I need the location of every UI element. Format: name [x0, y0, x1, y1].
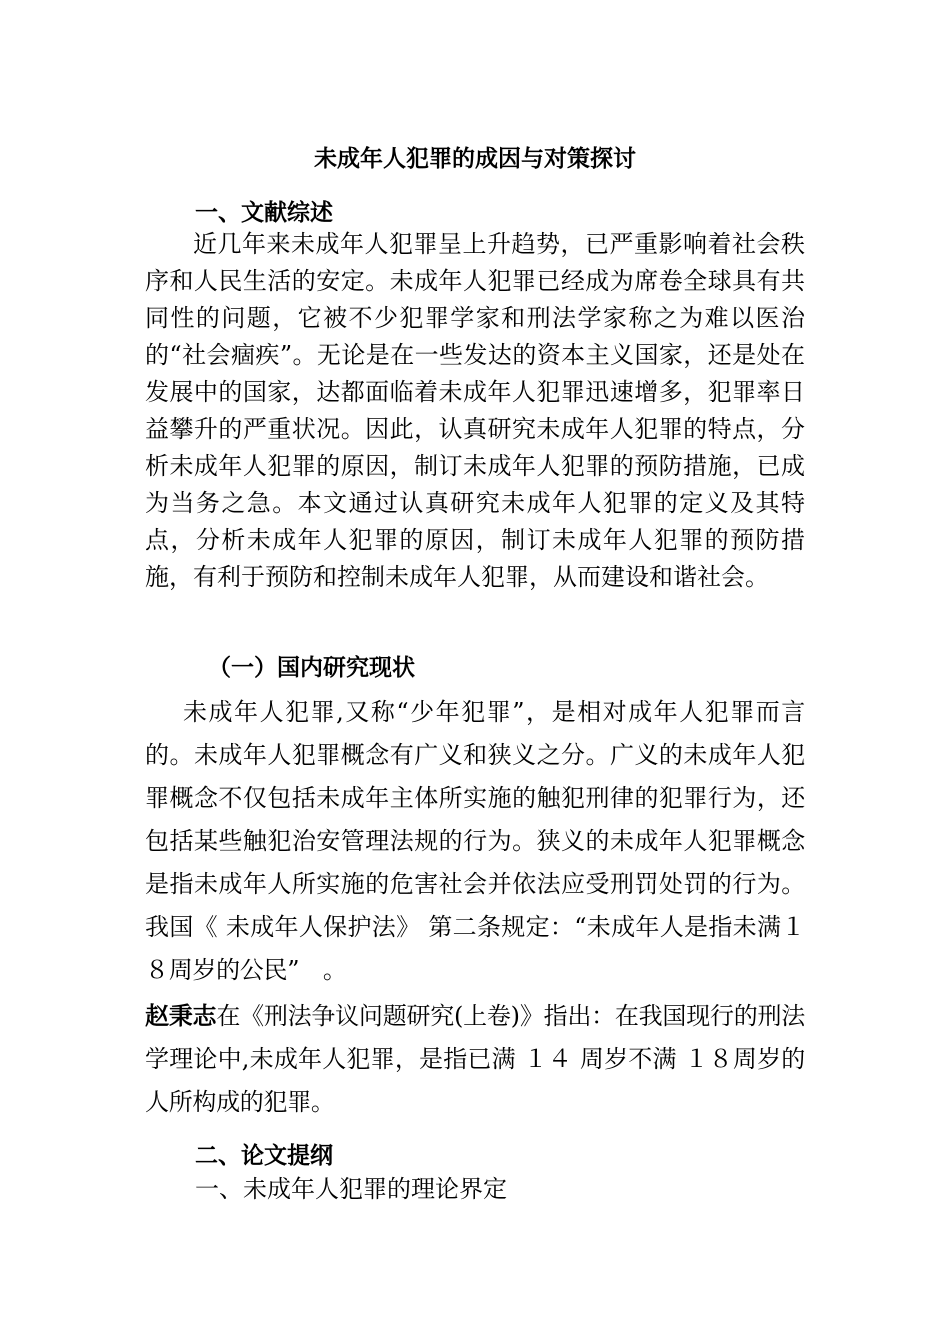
outline-item: 一、未成年人犯罪的理论界定	[195, 1175, 507, 1203]
section-heading-outline: 二、论文提纲	[195, 1143, 333, 1169]
subsection-heading-domestic-research: （一）国内研究现状	[208, 655, 415, 681]
citation-text: 在《刑法争议问题研究(上卷)》指出：在我国现行的刑法学理论中,未成年人犯罪，是指已满 １４ 周岁不满 １８周岁的人所构成的犯罪。	[145, 1002, 805, 1116]
citation-author: 赵秉志	[145, 1002, 217, 1030]
domestic-research-paragraph: 未成年人犯罪,又称“少年犯罪”，是相对成年人犯罪而言的。未成年人犯罪概念有广义和狭义之分。广义的未成年人犯罪概念不仅包括未成年主体所实施的触犯刑律的犯罪行为，还包括某些触犯治安管理法规的行为。狭义的未成年人犯罪概念是指未成年人所实施的危害社会并依法应受刑罚处罚的行为。我国《 未成年人保护法》 第二条规定：“未成年人是指未满１８周岁的公民” 。	[145, 698, 805, 984]
document-title: 未成年人犯罪的成因与对策探讨	[314, 146, 636, 172]
literature-review-paragraph: 近几年来未成年人犯罪呈上升趋势，已严重影响着社会秩序和人民生活的安定。未成年人犯罪已经成为席卷全球具有共同性的问题，它被不少犯罪学家和刑法学家称之为难以医治的“社会痼疾”。无论是在一些发达的资本主义国家，还是处在发展中的国家，达都面临着未成年人犯罪迅速增多，犯罪率日益攀升的严重状况。因此，认真研究未成年人犯罪的特点，分析未成年人犯罪的原因，制订未成年人犯罪的预防措施，已成为当务之急。本文通过认真研究未成年人犯罪的定义及其特点，分析未成年人犯罪的原因，制订未成年人犯罪的预防措施，有利于预防和控制未成年人犯罪，从而建设和谐社会。	[145, 230, 805, 591]
citation-paragraph	[145, 995, 805, 1124]
section-heading-literature-review: 一、文献综述	[195, 200, 333, 226]
